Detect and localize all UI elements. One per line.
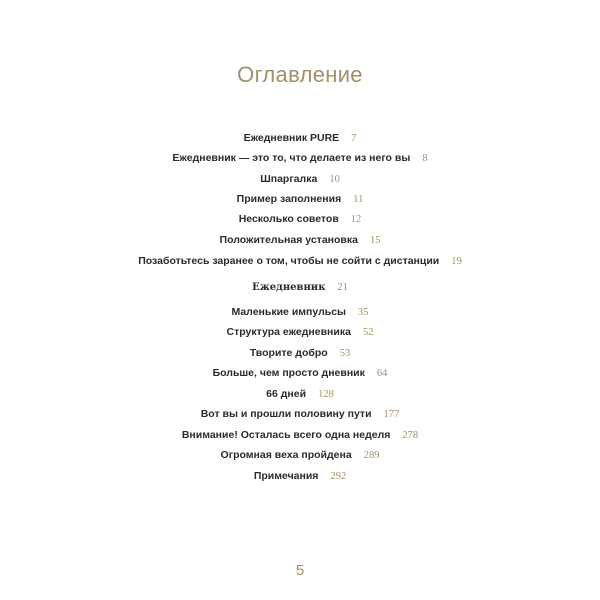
toc-entry-label: Внимание! Осталась всего одна неделя bbox=[181, 429, 391, 441]
toc-entry-label: Творите добро bbox=[249, 347, 328, 359]
toc-entry-page: 289 bbox=[363, 450, 380, 461]
toc-entry-label: Структура ежедневника bbox=[226, 326, 351, 338]
toc-entry-page: 11 bbox=[353, 194, 364, 205]
page-number: 5 bbox=[295, 562, 305, 579]
toc-entry-page: 15 bbox=[369, 235, 381, 246]
toc-entry bbox=[0, 366, 600, 381]
toc-entry-section bbox=[0, 280, 600, 295]
toc-entry-label: 66 дней bbox=[266, 388, 307, 400]
toc-entry-page: 278 bbox=[402, 430, 419, 441]
toc-entry bbox=[0, 131, 600, 146]
toc-entry-label: Ежедневник bbox=[252, 282, 326, 293]
toc-entry-page: 52 bbox=[362, 327, 374, 338]
toc-entry bbox=[0, 212, 600, 227]
toc-entry bbox=[0, 346, 600, 361]
toc-entry-page: 292 bbox=[330, 471, 347, 482]
toc-entry-page: 128 bbox=[318, 389, 334, 400]
toc-entry-page: 35 bbox=[358, 307, 369, 318]
toc-entry-page: 177 bbox=[383, 409, 400, 420]
toc-entry-label: Несколько советов bbox=[238, 213, 339, 225]
toc-entry-label: Положительная установка bbox=[219, 234, 358, 246]
toc-entry bbox=[0, 448, 600, 463]
toc-entry bbox=[0, 305, 600, 320]
toc-entry bbox=[0, 172, 600, 187]
toc-entry-page: 7 bbox=[351, 133, 357, 144]
toc-entry-label: Ежедневник PURE bbox=[243, 132, 340, 144]
toc-entry-label: Пример заполнения bbox=[236, 193, 342, 205]
toc-entry bbox=[0, 325, 600, 340]
toc-entry-label: Ежедневник — это то, что делаете из него вы bbox=[172, 152, 411, 164]
toc-entry-label: Вот вы и прошли половину пути bbox=[200, 408, 372, 420]
toc-entry-page: 19 bbox=[451, 256, 462, 267]
toc-entry-label: Маленькие импульсы bbox=[231, 306, 347, 318]
toc-entry bbox=[0, 151, 600, 166]
toc-entry-page: 53 bbox=[339, 348, 351, 359]
toc-entry bbox=[0, 387, 600, 402]
toc-entry bbox=[0, 428, 600, 443]
toc-entry-label: Позаботьтесь заранее о том, чтобы не сойти с дистанции bbox=[138, 255, 440, 267]
toc-entry-page: 8 bbox=[422, 153, 428, 164]
toc-entry-page: 10 bbox=[329, 174, 340, 185]
toc-entry-label: Огромная веха пройдена bbox=[220, 449, 352, 461]
toc-entry-label: Примечания bbox=[253, 470, 319, 482]
toc-entry bbox=[0, 254, 600, 269]
toc-entry bbox=[0, 233, 600, 248]
toc-entry-label: Больше, чем просто дневник bbox=[212, 367, 365, 379]
toc-entry-page: 64 bbox=[376, 368, 388, 379]
toc-entry bbox=[0, 407, 600, 422]
page-title: Оглавление bbox=[237, 62, 363, 87]
toc-entry-page: 12 bbox=[350, 214, 362, 225]
toc-entry bbox=[0, 192, 600, 207]
toc-entry-page: 21 bbox=[337, 282, 348, 293]
toc-entry bbox=[0, 469, 600, 484]
toc-entry-label: Шпаргалка bbox=[260, 173, 318, 185]
